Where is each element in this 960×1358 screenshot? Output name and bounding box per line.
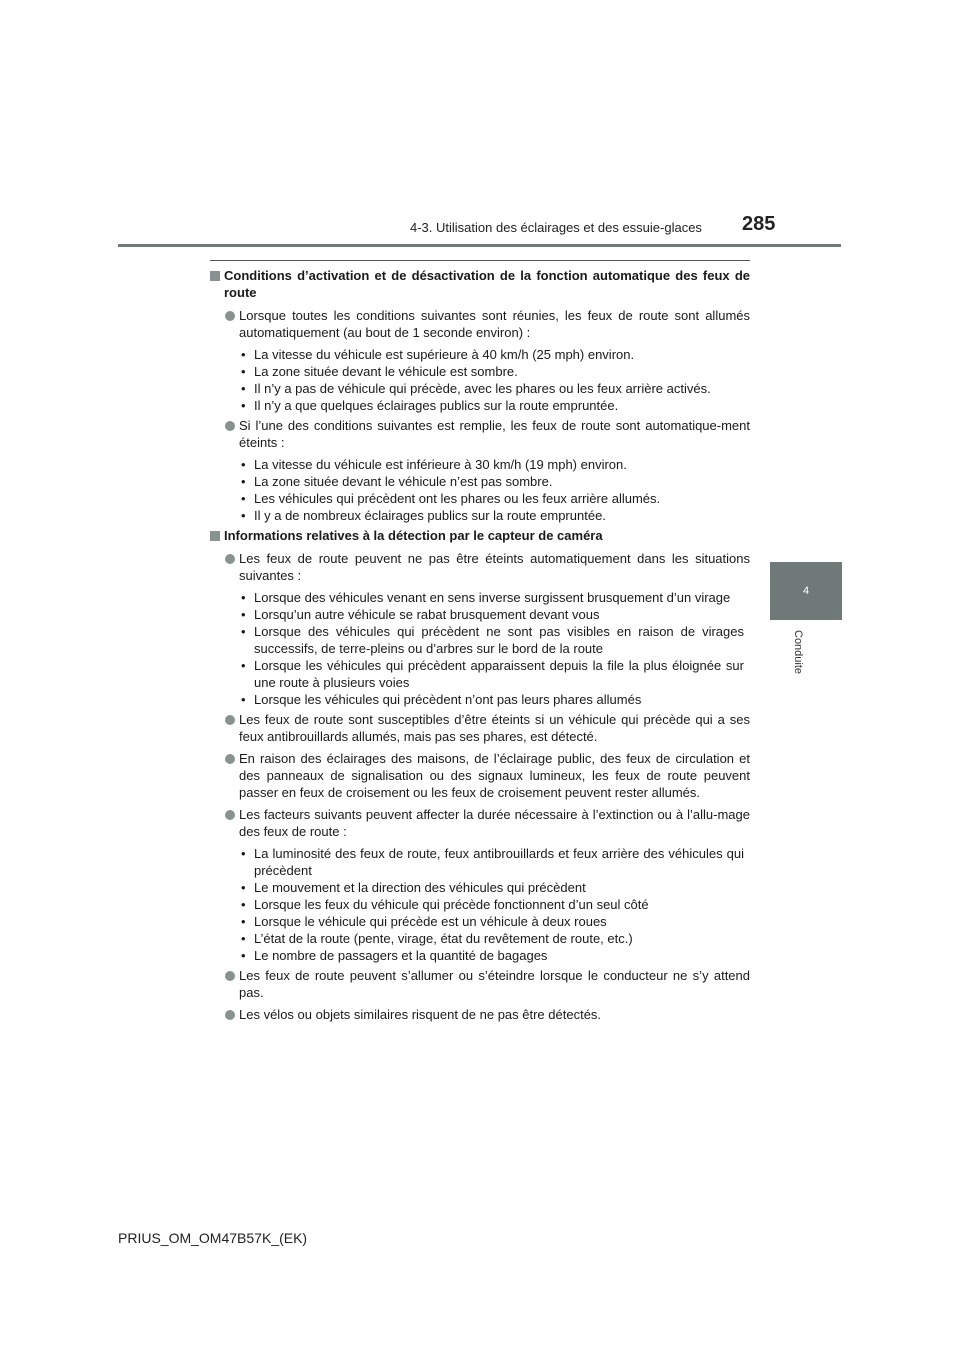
dot-marker-icon: • bbox=[241, 491, 246, 506]
section-heading-text: Informations relatives à la détection par le capteur de caméra bbox=[224, 528, 603, 543]
bullet-text: Les feux de route peuvent ne pas être éteints automatiquement dans les situations suivantes : bbox=[239, 551, 750, 583]
dot-marker-icon: • bbox=[241, 692, 246, 707]
square-bullet-icon bbox=[210, 531, 220, 541]
sub-list-item-text: Il n’y a pas de véhicule qui précède, avec les phares ou les feux arrière activés. bbox=[254, 381, 711, 396]
dot-marker-icon: • bbox=[241, 590, 246, 605]
bullet-paragraph bbox=[210, 417, 750, 451]
sub-list-item bbox=[210, 606, 750, 623]
sub-list-item bbox=[210, 589, 750, 606]
sub-list-item-text: La luminosité des feux de route, feux antibrouillards et feux arrière des véhicules qui précèdent bbox=[254, 846, 744, 878]
sub-list-item bbox=[210, 346, 750, 363]
page-content bbox=[210, 267, 750, 1028]
section-heading bbox=[210, 527, 750, 544]
bullet-paragraph bbox=[210, 967, 750, 1001]
dot-marker-icon: • bbox=[241, 508, 246, 523]
dot-marker-icon: • bbox=[241, 931, 246, 946]
bullet-text: Les feux de route sont susceptibles d’être éteints si un véhicule qui précède qui a ses feux antibrouillards allumés, mais pas ses phares, est détecté. bbox=[239, 712, 750, 744]
dot-marker-icon: • bbox=[241, 948, 246, 963]
dot-marker-icon: • bbox=[241, 914, 246, 929]
dot-marker-icon: • bbox=[241, 658, 246, 673]
content-divider bbox=[210, 260, 750, 261]
bullet-paragraph bbox=[210, 750, 750, 801]
bullet-text: Les vélos ou objets similaires risquent de ne pas être détectés. bbox=[239, 1007, 602, 1022]
sub-list-item bbox=[210, 507, 750, 524]
sub-list-item bbox=[210, 691, 750, 708]
chapter-tab bbox=[770, 562, 842, 620]
section-heading-text: Conditions d’activation et de désactivation de la fonction automatique des feux de route bbox=[224, 268, 750, 300]
dot-marker-icon: • bbox=[241, 624, 246, 639]
sub-list-item-text: Lorsqu’un autre véhicule se rabat brusquement devant vous bbox=[254, 607, 600, 622]
dot-marker-icon: • bbox=[241, 398, 246, 413]
sub-list bbox=[210, 346, 750, 414]
sub-list-item bbox=[210, 913, 750, 930]
sub-list-item-text: L’état de la route (pente, virage, état du revêtement de route, etc.) bbox=[254, 931, 633, 946]
running-header-title: 4-3. Utilisation des éclairages et des essuie-glaces bbox=[410, 220, 702, 235]
bullet-text: Si l’une des conditions suivantes est remplie, les feux de route sont automatique-ment éteints : bbox=[239, 418, 750, 450]
circle-bullet-icon bbox=[225, 810, 235, 820]
dot-marker-icon: • bbox=[241, 880, 246, 895]
sub-list-item-text: La vitesse du véhicule est inférieure à 30 km/h (19 mph) environ. bbox=[254, 457, 627, 472]
sub-list-item bbox=[210, 490, 750, 507]
sub-list-item-text: Lorsque le véhicule qui précède est un véhicule à deux roues bbox=[254, 914, 607, 929]
sub-list-item bbox=[210, 623, 750, 657]
header-divider bbox=[118, 244, 841, 247]
circle-bullet-icon bbox=[225, 715, 235, 725]
sub-list-item bbox=[210, 930, 750, 947]
sub-list-item-text: La vitesse du véhicule est supérieure à 40 km/h (25 mph) environ. bbox=[254, 347, 635, 362]
dot-marker-icon: • bbox=[241, 897, 246, 912]
sub-list-item bbox=[210, 845, 750, 879]
bullet-paragraph bbox=[210, 806, 750, 840]
bullet-text: Lorsque toutes les conditions suivantes sont réunies, les feux de route sont allumés automatiquement (au bout de 1 seconde environ) : bbox=[239, 308, 750, 340]
sub-list-item-text: La zone située devant le véhicule n’est pas sombre. bbox=[254, 474, 553, 489]
chapter-number: 4 bbox=[802, 585, 810, 597]
sub-list-item-text: Il n’y a que quelques éclairages publics sur la route empruntée. bbox=[254, 398, 619, 413]
dot-marker-icon: • bbox=[241, 846, 246, 861]
page-number: 285 bbox=[742, 213, 776, 235]
dot-marker-icon: • bbox=[241, 474, 246, 489]
sub-list-item-text: Lorsque des véhicules venant en sens inverse surgissent brusquement d’un virage bbox=[254, 590, 731, 605]
sub-list-item-text: Lorsque les véhicules qui précèdent apparaissent depuis la file la plus éloignée sur une route à plusieurs voies bbox=[254, 658, 744, 690]
bullet-paragraph bbox=[210, 550, 750, 584]
section-heading bbox=[210, 267, 750, 301]
sub-list bbox=[210, 845, 750, 964]
bullet-text: En raison des éclairages des maisons, de l’éclairage public, des feux de circulation et des panneaux de signalisation ou des signaux lumineux, les feux de route peuvent passer en feux de croisement ou les feux de croisement peuvent rester allumés. bbox=[239, 751, 750, 800]
dot-marker-icon: • bbox=[241, 381, 246, 396]
bullet-paragraph bbox=[210, 307, 750, 341]
circle-bullet-icon bbox=[225, 971, 235, 981]
dot-marker-icon: • bbox=[241, 347, 246, 362]
dot-marker-icon: • bbox=[241, 607, 246, 622]
chapter-label: Conduite bbox=[792, 630, 804, 675]
dot-marker-icon: • bbox=[241, 457, 246, 472]
bullet-text: Les feux de route peuvent s’allumer ou s’éteindre lorsque le conducteur ne s’y attend pas. bbox=[239, 968, 750, 1000]
footer-code: PRIUS_OM_OM47B57K_(EK) bbox=[118, 1230, 308, 1246]
sub-list-item bbox=[210, 657, 750, 691]
circle-bullet-icon bbox=[225, 554, 235, 564]
bullet-paragraph bbox=[210, 1006, 750, 1023]
sub-list bbox=[210, 589, 750, 708]
sub-list bbox=[210, 456, 750, 524]
square-bullet-icon bbox=[210, 271, 220, 281]
sub-list-item-text: Lorsque les feux du véhicule qui précède fonctionnent d’un seul côté bbox=[254, 897, 649, 912]
dot-marker-icon: • bbox=[241, 364, 246, 379]
sub-list-item bbox=[210, 947, 750, 964]
sub-list-item bbox=[210, 473, 750, 490]
sub-list-item-text: Lorsque des véhicules qui précèdent ne sont pas visibles en raison de virages successifs, de terre-pleins ou d’arbres sur le bord de la route bbox=[254, 624, 744, 656]
circle-bullet-icon bbox=[225, 421, 235, 431]
sub-list-item-text: Lorsque les véhicules qui précèdent n’ont pas leurs phares allumés bbox=[254, 692, 642, 707]
bullet-text: Les facteurs suivants peuvent affecter la durée nécessaire à l’extinction ou à l’allu-mage des feux de route : bbox=[239, 807, 750, 839]
sub-list-item-text: Le nombre de passagers et la quantité de bagages bbox=[254, 948, 548, 963]
sub-list-item bbox=[210, 456, 750, 473]
sub-list-item bbox=[210, 896, 750, 913]
sub-list-item bbox=[210, 397, 750, 414]
sub-list-item bbox=[210, 879, 750, 896]
circle-bullet-icon bbox=[225, 1010, 235, 1020]
sub-list-item-text: Le mouvement et la direction des véhicules qui précèdent bbox=[254, 880, 586, 895]
sub-list-item-text: Il y a de nombreux éclairages publics sur la route empruntée. bbox=[254, 508, 606, 523]
sub-list-item bbox=[210, 363, 750, 380]
circle-bullet-icon bbox=[225, 754, 235, 764]
sub-list-item-text: La zone située devant le véhicule est sombre. bbox=[254, 364, 518, 379]
sub-list-item-text: Les véhicules qui précèdent ont les phares ou les feux arrière allumés. bbox=[254, 491, 661, 506]
sub-list-item bbox=[210, 380, 750, 397]
circle-bullet-icon bbox=[225, 311, 235, 321]
bullet-paragraph bbox=[210, 711, 750, 745]
